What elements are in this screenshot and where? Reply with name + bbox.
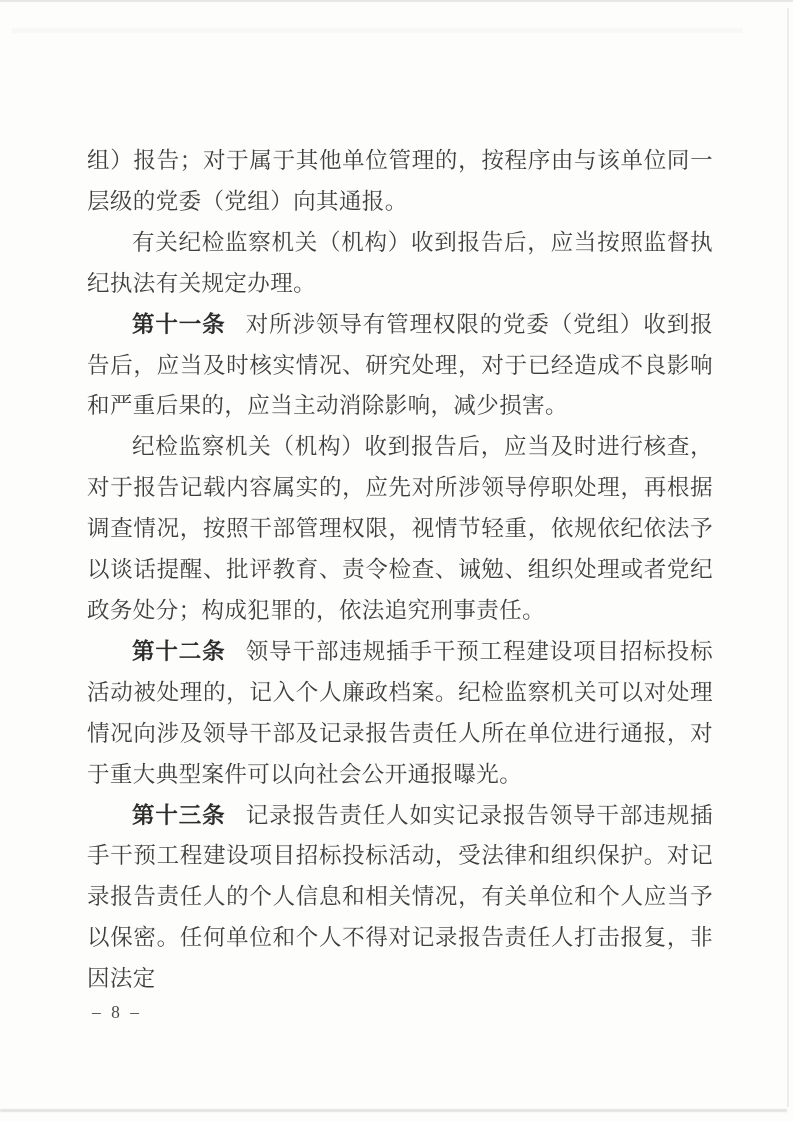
scan-artifact-right-edge <box>787 8 789 1107</box>
paragraph-text: 组）报告；对于属于其他单位管理的，按程序由与该单位同一层级的党委（党组）向其通报。 <box>87 148 713 214</box>
paragraph-text: 记录报告责任人如实记录报告领导干部违规插手干预工程建设项目招标投标活动，受法律和组织保护。对记录报告责任人的个人信息和相关情况，有关单位和个人应当予以保密。任何单位和个人不得对记录报告责任人打击报复，非因法定 <box>87 802 713 992</box>
article-12-heading: 第十二条 <box>132 638 226 664</box>
article-13-heading: 第十三条 <box>132 802 226 828</box>
paragraph-article-11 <box>87 305 713 428</box>
page-number: – 8 – <box>92 1002 142 1022</box>
paragraph-report-handling <box>87 223 713 305</box>
paragraph-text: 纪检监察机关（机构）收到报告后，应当及时进行核查，对于报告记载内容属实的，应先对所涉领导停职处理，再根据调查情况，按照干部管理权限，视情节轻重，依规依纪依法予以谈话提醒、批评教育、责令检查、诫勉、组织处理或者党纪政务处分；构成犯罪的，依法追究刑事责任。 <box>87 434 713 623</box>
scan-artifact-smudge <box>12 28 743 33</box>
paragraph-article-13 <box>87 796 713 1001</box>
scan-artifact-top-edge <box>0 0 793 2</box>
article-11-heading: 第十一条 <box>132 311 226 337</box>
scan-artifact-bottom-line <box>0 1109 787 1112</box>
paragraph-continued-from-previous-page <box>87 141 713 223</box>
paragraph-text: 对所涉领导有管理权限的党委（党组）收到报告后，应当及时核实情况、研究处理，对于已经造成不良影响和严重后果的，应当主动消除影响，减少损害。 <box>87 311 713 419</box>
document-body-text <box>87 141 713 1000</box>
paragraph-text: 有关纪检监察机关（机构）收到报告后，应当按照监督执纪执法有关规定办理。 <box>87 229 713 296</box>
paragraph-verification-procedure <box>87 427 713 632</box>
paragraph-text: 领导干部违规插手干预工程建设项目招标投标活动被处理的，记入个人廉政档案。纪检监察机关可以对处理情况向涉及领导干部及记录报告责任人所在单位进行通报，对于重大典型案件可以向社会公开通报曝光。 <box>87 638 713 787</box>
paragraph-article-12 <box>87 632 713 796</box>
